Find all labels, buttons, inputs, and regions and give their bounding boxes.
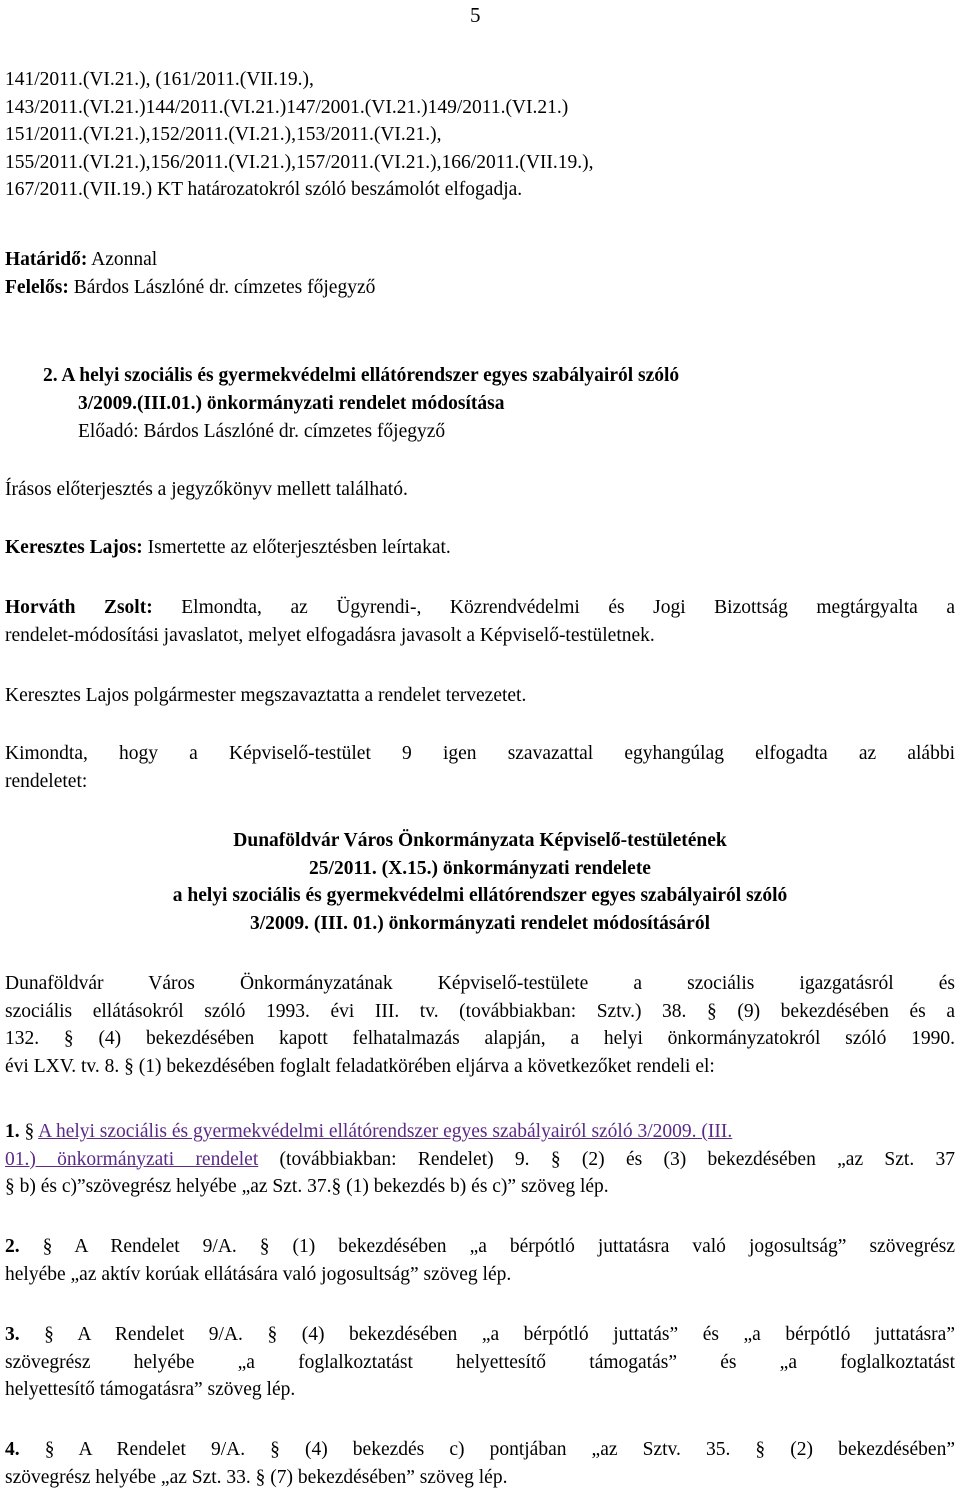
section-2: [5, 1233, 955, 1288]
agenda-item-title-line1: 2. A helyi szociális és gyermekvédelmi ellátórendszer egyes szabályairól szóló: [43, 365, 680, 386]
intro-line: 141/2011.(VI.21.), (161/2011.(VII.19.),: [5, 69, 314, 90]
section-number: 3.: [5, 1324, 20, 1345]
decree-reference-link[interactable]: A helyi szociális és gyermekvédelmi ellátórendszer egyes szabályairól szóló 3/2009. (III.: [38, 1121, 733, 1142]
horvath-statement: [5, 594, 955, 649]
section-text: § A Rendelet 9/A. § (4) bekezdés c) pontjában „az Sztv. 35. § (2) bekezdésében”: [19, 1439, 955, 1460]
page-number: 5: [470, 3, 481, 27]
section-1: 1. § A helyi szociális és gyermekvédelmi ellátórendszer egyes szabályairól szóló 3/2009. (III. 01.) önkormányzati rendelet (továbbiakban: Rendelet) 9. § (2) és (3) bekezdésében „az Szt. 37 § b) és c)”szövegrész helyébe „az Szt. 37.§ (1) bekezdés b) és c)” szöveg lép.: [5, 1118, 955, 1201]
section-text: szövegrész helyébe „a foglalkoztatást helyettesítő támogatás” és „a foglalkoztatást: [5, 1351, 955, 1373]
section-text: helyébe „az aktív korúak ellátására való jogosultság” szöveg lép.: [5, 1263, 512, 1285]
preamble-line: évi LXV. tv. 8. § (1) bekezdésében foglalt feladatkörében eljárva a következőket rendeli el:: [5, 1055, 715, 1077]
section-number: 4.: [5, 1439, 20, 1460]
speaker-text: Ismertette az előterjesztésben leírtakat.: [142, 537, 451, 558]
agenda-presenter: Előadó: Bárdos Lászlóné dr. címzetes főjegyző: [78, 420, 446, 442]
intro-line: 151/2011.(VI.21.),152/2011.(VI.21.),153/2011.(VI.21.),: [5, 124, 442, 145]
keresztes-statement: [5, 534, 955, 562]
section-text: § b) és c)”szövegrész helyébe „az Szt. 37.§ (1) bekezdés b) és c)” szöveg lép.: [5, 1176, 609, 1197]
preamble-paragraph: [5, 970, 955, 1080]
responsible-value: Bárdos Lászlóné dr. címzetes főjegyző: [68, 277, 376, 298]
deadline-line: [5, 246, 955, 274]
deadline-value: Azonnal: [87, 249, 158, 270]
preamble-line: 132. § (4) bekezdésében kapott felhatalmazás alapján, a helyi önkormányzatokról szóló 1990.: [5, 1028, 955, 1049]
intro-line: 143/2011.(VI.21.)144/2011.(VI.21.)147/2001.(VI.21.)149/2011.(VI.21.): [5, 96, 569, 118]
decision-line: rendeletet:: [5, 770, 88, 792]
section-text: § A Rendelet 9/A. § (4) bekezdésében „a bérpótló juttatás” és „a bérpótló juttatásra”: [19, 1324, 955, 1345]
intro-paragraph: [5, 66, 955, 204]
speaker-text: rendelet-módosítási javaslatot, melyet elfogadásra javasolt a Képviselő-testületnek.: [5, 624, 655, 646]
intro-line: 155/2011.(VI.21.),156/2011.(VI.21.),157/2011.(VI.21.),166/2011.(VII.19.),: [5, 151, 594, 173]
section-4: [5, 1436, 955, 1491]
intro-line: 167/2011.(VII.19.) KT határozatokról szóló beszámolót elfogadja.: [5, 179, 523, 200]
decree-title: [0, 827, 960, 937]
preamble-line: Dunaföldvár Város Önkormányzatának Képviselő-testülete a szociális igazgatásról és: [5, 973, 955, 994]
decree-title-line: a helyi szociális és gyermekvédelmi ellátórendszer egyes szabályairól szóló: [172, 885, 788, 906]
section-3: [5, 1321, 955, 1404]
decree-title-line: 3/2009. (III. 01.) önkormányzati rendelet módosításáról: [249, 912, 711, 934]
preamble-line: szociális ellátásokról szóló 1993. évi III. tv. (továbbiakban: Sztv.) 38. § (9) bekezdésében és a: [5, 1000, 955, 1022]
section-text: § A Rendelet 9/A. § (1) bekezdésében „a bérpótló juttatásra való jogosultság” szövegrész: [19, 1236, 955, 1257]
section-text: helyettesítő támogatásra” szöveg lép.: [5, 1379, 296, 1400]
written-note: Írásos előterjesztés a jegyzőkönyv mellett található.: [5, 479, 408, 500]
agenda-item-2-cont: [78, 390, 955, 445]
responsible-label: Felelős:: [5, 277, 69, 298]
decision-paragraph: [5, 740, 955, 795]
responsible-line: [5, 274, 955, 302]
agenda-item-title-line2: 3/2009.(III.01.) önkormányzati rendelet módosítása: [78, 393, 505, 414]
decree-title-line: 25/2011. (X.15.) önkormányzati rendelete: [309, 857, 651, 879]
decision-line: Kimondta, hogy a Képviselő-testület 9 igen szavazattal egyhangúlag elfogadta az alábbi: [5, 743, 955, 764]
speaker-text: Elmondta, az Ügyrendi-, Közrendvédelmi és Jogi Bizottság megtárgyalta a: [152, 597, 955, 618]
agenda-item-2: [43, 362, 955, 390]
vote-intro: Keresztes Lajos polgármester megszavaztatta a rendelet tervezetet.: [5, 685, 527, 706]
deadline-label: Határidő:: [5, 249, 88, 270]
section-number: 2.: [5, 1236, 20, 1257]
speaker-name: Keresztes Lajos:: [5, 537, 143, 558]
speaker-name: Horváth Zsolt:: [5, 597, 153, 618]
decree-title-line: Dunaföldvár Város Önkormányzata Képviselő-testületének: [233, 830, 727, 851]
section-number: 1.: [5, 1121, 20, 1142]
decree-reference-link[interactable]: 01.) önkormányzati rendelet: [5, 1148, 259, 1170]
section-text: szövegrész helyébe „az Szt. 33. § (7) bekezdésében” szöveg lép.: [5, 1466, 508, 1488]
